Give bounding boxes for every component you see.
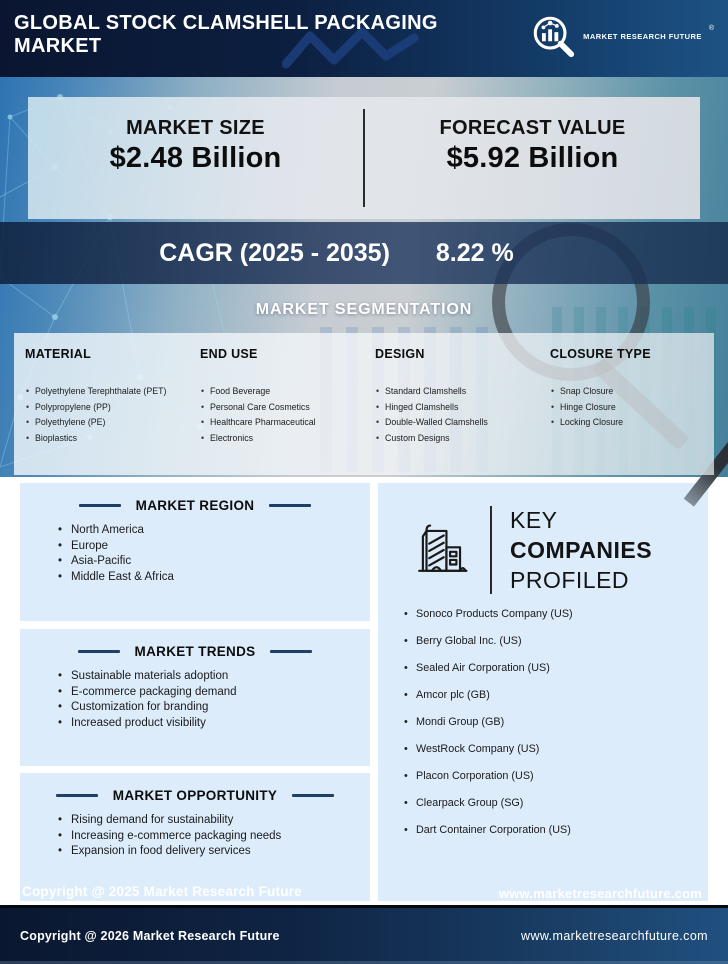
list-item: • Sustainable materials adoption bbox=[58, 669, 370, 685]
title-dash bbox=[269, 504, 311, 507]
list-item: • Polyethylene (PE) bbox=[25, 415, 200, 431]
market-opportunity-list bbox=[20, 813, 370, 860]
segmentation-column-end-use bbox=[200, 347, 375, 475]
list-item: • Asia-Pacific bbox=[58, 554, 370, 570]
list-item: • Hinge Closure bbox=[550, 400, 700, 416]
list-item: • Amcor plc (GB) bbox=[404, 689, 708, 702]
segmentation-column-closure-type bbox=[550, 347, 700, 475]
market-size-value: $2.48 Billion bbox=[109, 142, 282, 174]
list-item: • Double-Walled Clamshells bbox=[375, 415, 550, 431]
brand-name: MARKET RESEARCH FUTURE bbox=[583, 31, 702, 41]
list-item: • E-commerce packaging demand bbox=[58, 685, 370, 701]
brand-logo bbox=[530, 13, 714, 59]
market-opportunity-title: MARKET OPPORTUNITY bbox=[112, 788, 278, 803]
title-dash bbox=[270, 650, 312, 653]
segment-list bbox=[200, 384, 375, 446]
companies-header bbox=[378, 483, 708, 595]
list-item: • Middle East & Africa bbox=[58, 570, 370, 586]
hero-section bbox=[0, 77, 728, 477]
segmentation-panel bbox=[14, 333, 714, 475]
segment-list bbox=[550, 384, 700, 431]
footer-website[interactable]: www.marketresearchfuture.com bbox=[521, 929, 708, 943]
page-title: GLOBAL STOCK CLAMSHELL PACKAGING MARKET bbox=[14, 12, 438, 57]
footer bbox=[0, 905, 728, 964]
segmentation-column-material bbox=[25, 347, 200, 475]
market-size-label: MARKET SIZE bbox=[126, 117, 265, 139]
list-item: • Increased product visibility bbox=[58, 716, 370, 732]
card-title-row bbox=[20, 773, 370, 803]
list-item: • Sonoco Products Company (US) bbox=[404, 608, 708, 621]
list-item: • WestRock Company (US) bbox=[404, 743, 708, 756]
market-trends-card bbox=[20, 629, 370, 766]
list-item: • Placon Corporation (US) bbox=[404, 770, 708, 783]
market-region-title: MARKET REGION bbox=[135, 498, 255, 513]
cagr-label: CAGR (2025 - 2035) bbox=[159, 238, 390, 267]
cagr-value: 8.22 % bbox=[435, 238, 514, 267]
card-title-row bbox=[20, 483, 370, 513]
list-item: • Dart Container Corporation (US) bbox=[404, 824, 708, 837]
title-dash bbox=[79, 504, 121, 507]
mrf-logo-icon bbox=[530, 13, 576, 59]
companies-title-key: KEY bbox=[510, 507, 558, 533]
market-trends-list bbox=[20, 669, 370, 731]
building-icon bbox=[412, 520, 470, 580]
list-item: • Europe bbox=[58, 539, 370, 555]
segment-heading: DESIGN bbox=[375, 347, 425, 361]
list-item: • Increasing e-commerce packaging needs bbox=[58, 829, 370, 845]
list-item: • Customization for branding bbox=[58, 700, 370, 716]
details-section bbox=[0, 477, 728, 905]
list-item: • Polyethylene Terephthalate (PET) bbox=[25, 384, 200, 400]
list-item: • Mondi Group (GB) bbox=[404, 716, 708, 729]
market-stats-card bbox=[28, 97, 700, 219]
cagr-band bbox=[0, 222, 728, 284]
forecast-value-stat bbox=[365, 97, 700, 219]
title-dash bbox=[292, 794, 334, 797]
market-region-list bbox=[20, 523, 370, 585]
list-item: • Electronics bbox=[200, 431, 375, 447]
companies-list bbox=[378, 608, 708, 837]
companies-divider bbox=[490, 506, 492, 594]
segment-heading: MATERIAL bbox=[25, 347, 92, 361]
list-item: • Berry Global Inc. (US) bbox=[404, 635, 708, 648]
list-item: • Clearpack Group (SG) bbox=[404, 797, 708, 810]
watermark-copyright: Copyright @ 2025 Market Research Future bbox=[22, 884, 302, 899]
header bbox=[0, 0, 728, 77]
forecast-value-label: FORECAST VALUE bbox=[439, 117, 626, 139]
list-item: • Hinged Clamshells bbox=[375, 400, 550, 416]
watermark-website[interactable]: www.marketresearchfuture.com bbox=[498, 886, 702, 901]
segmentation-title: MARKET SEGMENTATION bbox=[255, 301, 473, 318]
list-item: • Custom Designs bbox=[375, 431, 550, 447]
footer-copyright: Copyright @ 2026 Market Research Future bbox=[20, 929, 280, 943]
list-item: • Healthcare Pharmaceutical bbox=[200, 415, 375, 431]
list-item: • Polypropylene (PP) bbox=[25, 400, 200, 416]
list-item: • Sealed Air Corporation (US) bbox=[404, 662, 708, 675]
companies-title bbox=[510, 505, 652, 595]
market-opportunity-card bbox=[20, 773, 370, 901]
market-size-stat bbox=[28, 97, 363, 219]
segmentation-column-design bbox=[375, 347, 550, 475]
key-companies-card bbox=[378, 483, 708, 901]
market-trends-title: MARKET TRENDS bbox=[134, 644, 256, 659]
list-item: • Locking Closure bbox=[550, 415, 700, 431]
list-item: • Snap Closure bbox=[550, 384, 700, 400]
segment-heading: CLOSURE TYPE bbox=[550, 347, 651, 361]
list-item: • Standard Clamshells bbox=[375, 384, 550, 400]
market-region-card bbox=[20, 483, 370, 621]
card-title-row bbox=[20, 629, 370, 659]
companies-title-companies: COMPANIES bbox=[510, 537, 653, 563]
list-item: • North America bbox=[58, 523, 370, 539]
forecast-value-value: $5.92 Billion bbox=[446, 142, 619, 174]
list-item: • Rising demand for sustainability bbox=[58, 813, 370, 829]
list-item: • Bioplastics bbox=[25, 431, 200, 447]
title-dash bbox=[56, 794, 98, 797]
list-item: • Personal Care Cosmetics bbox=[200, 400, 375, 416]
list-item: • Expansion in food delivery services bbox=[58, 844, 370, 860]
segment-list bbox=[375, 384, 550, 446]
registered-mark: ® bbox=[708, 24, 714, 32]
companies-title-profiled: PROFILED bbox=[510, 567, 630, 593]
title-dash bbox=[78, 650, 120, 653]
segment-heading: END USE bbox=[200, 347, 258, 361]
segment-list bbox=[25, 384, 200, 446]
list-item: • Food Beverage bbox=[200, 384, 375, 400]
